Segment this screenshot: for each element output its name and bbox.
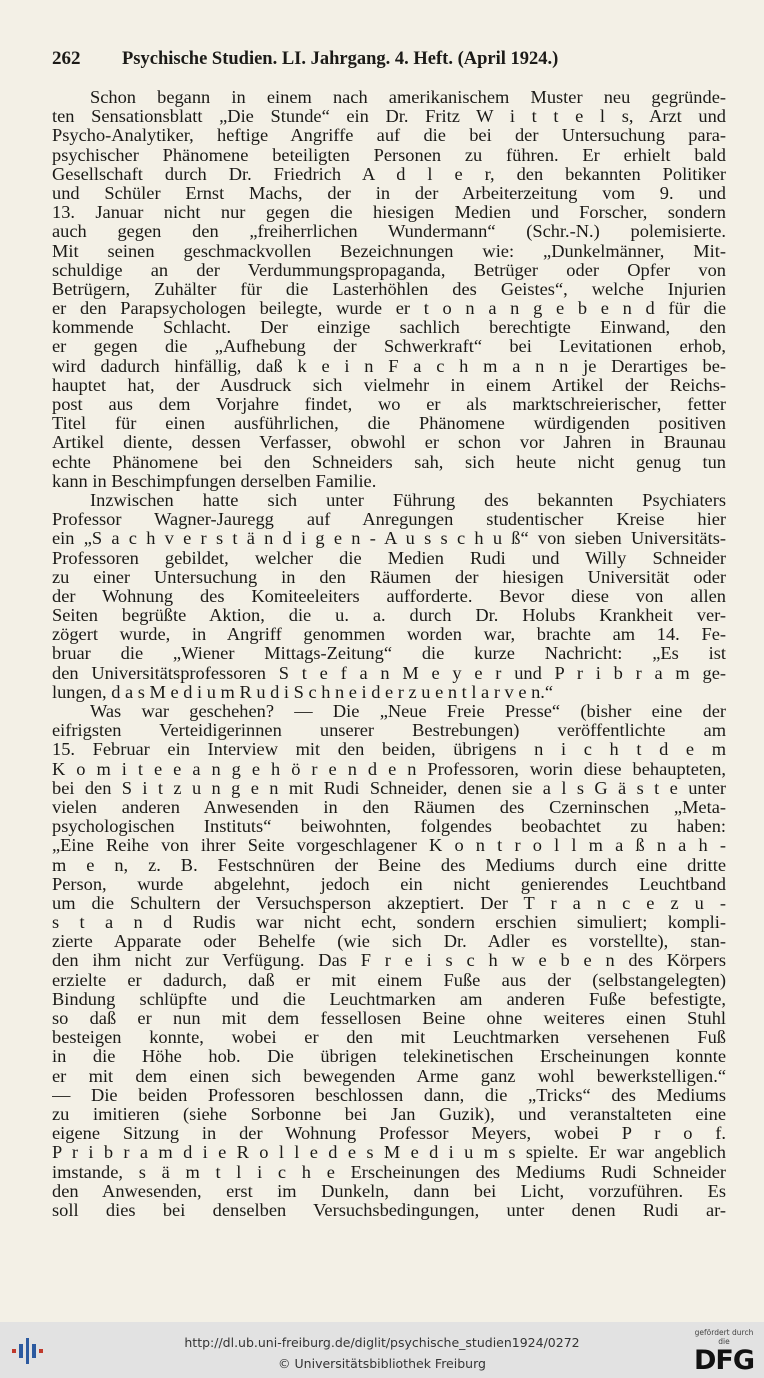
dfg-funded-by-label: gefördert durch die xyxy=(694,1328,754,1346)
text-line: er gegen die „Aufhebung der Schwerkraft“ bei Levitationen erhob, xyxy=(52,337,726,357)
text-line: so daß er nun mit dem fessellosen Beine ohne weiteres einen Stuhl xyxy=(52,1009,726,1028)
text-line: 15. Februar ein Interview mit den beiden, übrigens n i c h t d e m xyxy=(52,740,726,760)
text-line: den Universitätsprofessoren S t e f a n M e y e r und P r i b r a m ge- xyxy=(52,663,726,683)
text-line: Titel für einen ausführlichen, die Phänomene würdigenden positiven xyxy=(52,414,726,434)
text-line: echte Phänomene bei den Schneiders sah, sich heute nicht genug tun xyxy=(52,452,726,472)
text-line: Professor Wagner-Jauregg auf Anregungen studentischer Kreise hier xyxy=(52,510,726,530)
text-line: Betrügern, Zuhälter für die Lasterhöhlen des Geistes“, welche Injurien xyxy=(52,279,726,299)
running-head xyxy=(52,48,720,72)
page-number: 262 xyxy=(52,48,81,69)
text-line: auch gegen den „freiherrlichen Wundermann“ (Schr.-N.) polemisierte. xyxy=(52,222,726,242)
text-line: Professoren gebildet, welcher die Medien Rudi und Willy Schneider xyxy=(52,548,726,568)
text-line: Schon begann in einem nach amerikanischem Muster neu gegründe- xyxy=(90,88,726,107)
text-line: 13. Januar nicht nur gegen die hiesigen Medien und Forscher, sondern xyxy=(52,203,726,223)
text-line: Gesellschaft durch Dr. Friedrich A d l e r, den bekannten Politiker xyxy=(52,164,726,184)
text-line: m e n, z. B. Festschnüren der Beine des Mediums durch eine dritte xyxy=(52,855,726,875)
text-line: den Anwesenden, erst im Dunkeln, dann bei Licht, vorzuführen. Es xyxy=(52,1181,726,1201)
text-line: Mit seinen geschmackvollen Bezeichnungen wie: „Dunkelmänner, Mit- xyxy=(52,241,726,261)
text-line: hauptet hat, der Ausdruck sich vielmehr in einem Artikel der Reichs- xyxy=(52,375,726,395)
text-line: zu imitieren (siehe Sorbonne bei Jan Guzik), und veranstalteten eine xyxy=(52,1104,726,1124)
text-line: eigene Sitzung in der Wohnung Professor Meyers, wobei P r o f. xyxy=(52,1124,726,1144)
text-line: bei den S i t z u n g e n mit Rudi Schneider, denen sie a l s G ä s t e unter xyxy=(52,778,726,798)
text-line: post aus dem Vorjahre findet, wo er als marktschreierischer, fetter xyxy=(52,395,726,414)
dfg-logo[interactable] xyxy=(694,1328,754,1374)
text-line: zögert wurde, in Angriff genommen worden war, brachte am 14. Fe- xyxy=(52,625,726,645)
text-line: Inzwischen hatte sich unter Führung des bekannten Psychiaters xyxy=(90,490,726,510)
text-line: Psycho-Analytiker, heftige Angriffe auf die bei der Untersuchung para- xyxy=(52,126,726,146)
text-line: wird dadurch hinfällig, daß k e i n F a c h m a n n je Derartiges be- xyxy=(52,356,726,376)
text-line: Artikel diente, dessen Verfasser, obwohl er schon vor Jahren in Braunau xyxy=(52,433,726,453)
dfg-wordmark: DFG xyxy=(694,1345,755,1376)
text-line: ten Sensationsblatt „Die Stunde“ ein Dr. Fritz W i t t e l s, Arzt und xyxy=(52,107,726,127)
text-line: P r i b r a m d i e R o l l e d e s M e d i u m s spielte. Er war angeblich xyxy=(52,1143,726,1163)
text-line: Seiten begrüßte Aktion, die u. a. durch Dr. Holubs Krankheit ver- xyxy=(52,606,726,626)
text-line: zu einer Untersuchung in den Räumen der hiesigen Universität oder xyxy=(52,567,726,587)
text-line: Person, wurde abgelehnt, jedoch ein nicht genierendes Leuchtband xyxy=(52,874,726,894)
text-line: in die Höhe hob. Die übrigen telekinetischen Erscheinungen konnte xyxy=(52,1047,726,1067)
text-line: — Die beiden Professoren beschlossen dann, die „Tricks“ des Mediums xyxy=(52,1085,726,1105)
text-line: s t a n d Rudis war nicht echt, sondern erschien simuliert; kompli- xyxy=(52,913,726,933)
text-line: der Wohnung des Komiteeleiters aufforderte. Bevor diese von allen xyxy=(52,586,726,606)
text-line: um die Schultern der Versuchsperson akzeptiert. Der T r a n c e z u - xyxy=(52,893,726,913)
text-line: kann in Beschimpfungen derselben Familie. xyxy=(52,471,377,491)
text-line: und Schüler Ernst Machs, der in der Arbeiterzeitung vom 9. und xyxy=(52,183,726,203)
text-line: psychischer Phänomene beteiligten Personen zu führen. Er erhielt bald xyxy=(52,145,726,165)
running-head-title: Psychische Studien. LI. Jahrgang. 4. Heft. (April 1924.) xyxy=(122,49,559,69)
text-line: er mit dem einen sich bewegenden Arme ganz wohl bewerkstelligen.“ xyxy=(52,1066,726,1086)
source-url-link[interactable]: http://dl.ub.uni-freiburg.de/diglit/psychische_studien1924/0272 xyxy=(184,1335,580,1350)
text-line: „Eine Reihe von ihrer Seite vorgeschlagener K o n t r o l l m a ß n a h - xyxy=(52,836,726,856)
text-line: erzielte er dadurch, daß er mit einem Fuße aus der (selbstangelegten) xyxy=(52,970,726,990)
text-line: imstande, s ä m t l i c h e Erscheinungen des Mediums Rudi Schneider xyxy=(52,1162,726,1182)
text-line: kommende Schlacht. Der einzige sachlich berechtigte Einwand, den xyxy=(52,318,726,338)
body-text xyxy=(52,88,726,1220)
text-line: Bindung schlüpfte und die Leuchtmarken am anderen Fuße befestigte, xyxy=(52,989,726,1009)
text-line: lungen, d a s M e d i u m R u d i S c h n e i d e r z u e n t l a r v e n.“ xyxy=(52,682,554,702)
text-line: K o m i t e e a n g e h ö r e n d e n Professoren, worin diese behaupteten, xyxy=(52,759,726,779)
text-line: zierte Apparate oder Behelfe (wie sich Dr. Adler es vorstellte), stan- xyxy=(52,932,726,952)
text-line: besteigen konnte, wobei er den mit Leuchtmarken versehenen Fuß xyxy=(52,1028,726,1048)
text-line: eifrigsten Verteidigerinnen unserer Bestrebungen) veröffentlichte am xyxy=(52,721,726,741)
text-line: vielen anderen Anwesenden in den Räumen des Czerninschen „Meta- xyxy=(52,797,726,817)
text-line: soll dies bei denselben Versuchsbedingungen, unter denen Rudi ar- xyxy=(52,1200,726,1220)
viewer-footer xyxy=(0,1322,764,1378)
copyright-notice: © Universitätsbibliothek Freiburg xyxy=(278,1356,486,1371)
text-line: schuldige an der Verdummungspropaganda, Betrüger oder Opfer von xyxy=(52,260,726,280)
text-line: den ihm nicht zur Verfügung. Das F r e i s c h w e b e n des Körpers xyxy=(52,951,726,971)
text-line: bruar die „Wiener Mittags-Zeitung“ die kurze Nachricht: „Es ist xyxy=(52,644,726,664)
text-line: psychologischen Instituts“ beiwohnten, folgendes beobachtet zu haben: xyxy=(52,817,726,837)
text-line: er den Parapsychologen beilegte, wurde er t o n a n g e b e n d für die xyxy=(52,299,726,319)
text-line: ein „S a c h v e r s t ä n d i g e n - A u s s c h u ß“ von sieben Universitäts- xyxy=(52,529,726,549)
text-line: Was war geschehen? — Die „Neue Freie Presse“ (bisher eine der xyxy=(90,702,726,721)
